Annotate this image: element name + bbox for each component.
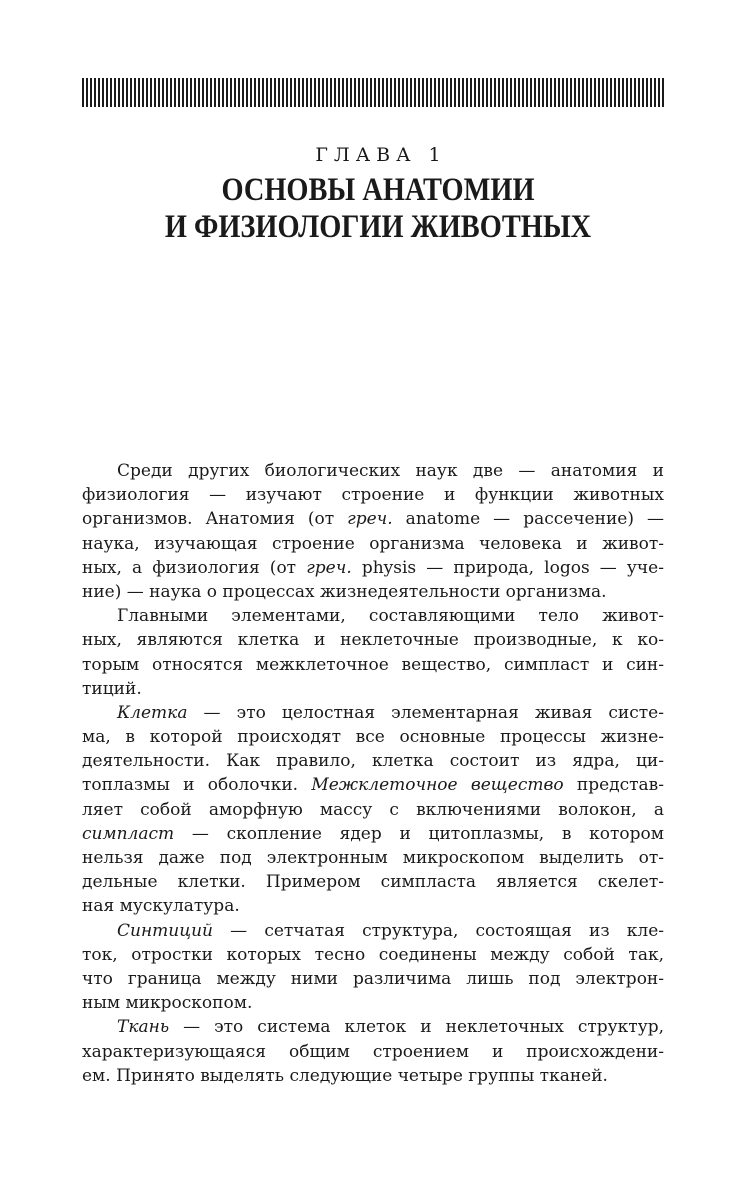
italic-term: симпласт: [82, 823, 175, 844]
italic-term: греч.: [347, 509, 393, 530]
text-line: [82, 1015, 664, 1039]
text-line: Главными элементами, составляющими тело живот-: [117, 606, 664, 627]
text-run: — это целостная элементарная живая систе-: [187, 702, 664, 723]
text-line: что граница между ними различима лишь под электрон-: [82, 968, 664, 989]
text-run: представ-: [563, 775, 664, 796]
text-line: ток, отростки которых тесно соединены между собой так,: [82, 944, 664, 965]
text-line: ных, являются клетка и неклеточные производные, к ко-: [82, 630, 664, 651]
chapter-label: ГЛАВА 1: [315, 144, 447, 166]
paragraph-4: [82, 919, 664, 1016]
text-line: физиология — изучают строение и функции животных: [82, 485, 664, 506]
chapter-title-line-1: ОСНОВЫ АНАТОМИИ: [221, 172, 535, 208]
text-line: тиций.: [82, 678, 142, 699]
text-run: — скопление ядер и цитоплазмы, в котором: [174, 823, 664, 844]
text-line: [82, 822, 664, 846]
text-line: [82, 556, 664, 580]
text-line: [82, 701, 664, 725]
text-line: Среди других биологических наук две — анатомия и: [117, 461, 664, 481]
paragraph-2: [82, 604, 664, 701]
text-run: топлазмы и оболочки.: [82, 775, 312, 796]
text-line: характеризующаяся общим строением и происхождени-: [82, 1041, 664, 1062]
text-line: ем. Принято выделять следующие четыре группы тканей.: [82, 1065, 608, 1086]
text-line: [82, 507, 664, 531]
text-line: [82, 773, 664, 797]
italic-term: Синтиций: [117, 920, 213, 941]
body-text: [82, 459, 664, 1088]
text-run: physis — природа, logos — уче-: [351, 557, 664, 578]
text-line: [82, 919, 664, 943]
paragraph-1: [82, 459, 664, 604]
text-line: наука, изучающая строение организма человека и живот-: [82, 533, 664, 554]
text-line: ная мускулатура.: [82, 896, 240, 917]
text-line: нельзя даже под электронным микроскопом выделить от-: [82, 848, 664, 868]
text-line: ние) — наука о процессах жизнедеятельности организма.: [82, 581, 607, 602]
text-run: anatome — рассечение) —: [392, 509, 664, 530]
chapter-title-line-2: И ФИЗИОЛОГИИ ЖИВОТНЫХ: [164, 209, 592, 245]
text-run: — это система клеток и неклеточных структур,: [169, 1017, 664, 1038]
text-run: — сетчатая структура, состоящая из кле-: [212, 920, 664, 941]
italic-term: Клетка: [117, 702, 188, 723]
italic-term: греч.: [306, 557, 352, 578]
text-line: ляет собой аморфную массу с включениями волокон, а: [82, 799, 664, 820]
italic-term: Межклеточное вещество: [311, 775, 564, 796]
text-line: ма, в которой происходят все основные процессы жизне-: [82, 727, 664, 748]
text-line: ным микроскопом.: [82, 993, 253, 1014]
italic-term: Ткань: [117, 1017, 170, 1038]
text-run: ных, а физиология (от: [82, 557, 307, 578]
text-run: организмов. Анатомия (от: [82, 509, 348, 530]
text-line: дельные клетки. Примером симпласта является скелет-: [82, 872, 664, 893]
text-line: деятельности. Как правило, клетка состоит из ядра, ци-: [82, 751, 664, 772]
paragraph-5: [82, 1015, 664, 1088]
decorative-header-rule: [82, 78, 664, 107]
paragraph-3: [82, 701, 664, 919]
text-line: торым относятся межклеточное вещество, симпласт и син-: [82, 654, 664, 675]
chapter-title: [53, 172, 703, 246]
